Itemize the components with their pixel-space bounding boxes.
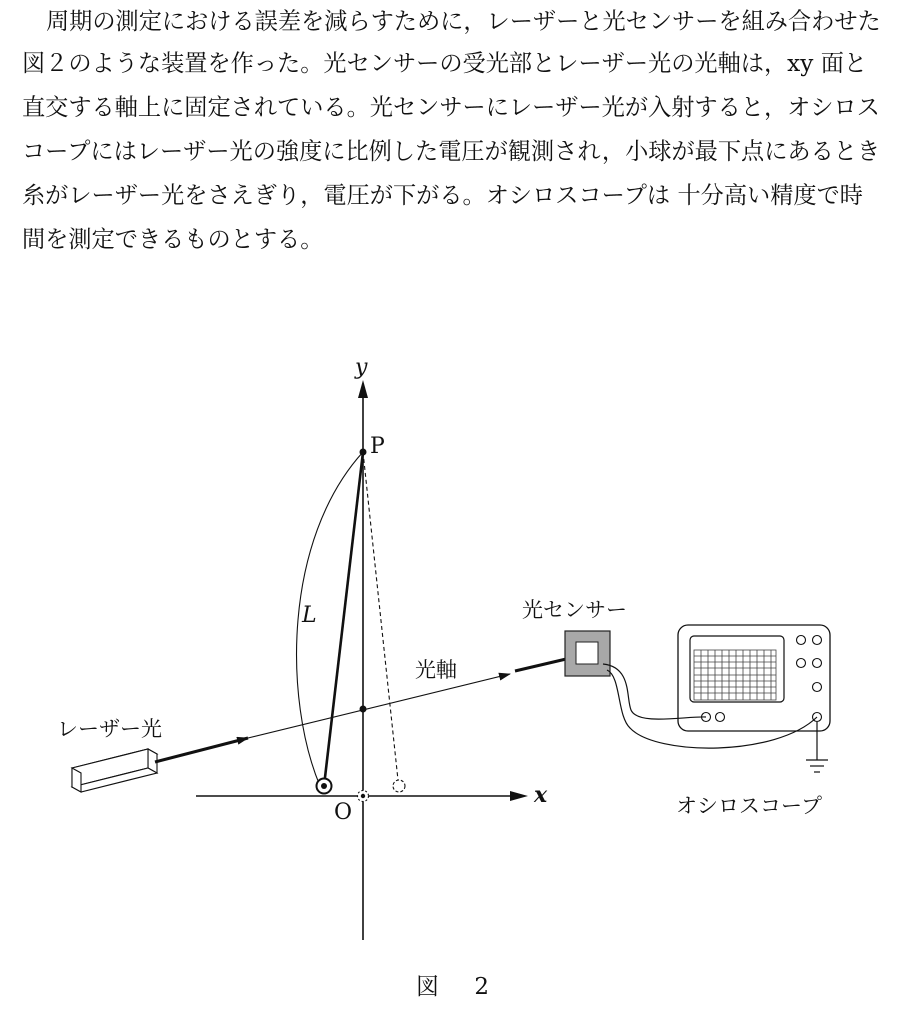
y-axis-label: y (355, 355, 368, 380)
length-label: L (302, 603, 317, 628)
point-P-label: P (370, 434, 385, 459)
origin-ball-center (361, 794, 365, 798)
pendulum-string (324, 452, 363, 786)
laser-label: レーザー光 (57, 717, 162, 741)
dashed-string-position (363, 452, 398, 780)
ground-symbol (806, 760, 828, 772)
oscilloscope-grid (694, 650, 776, 700)
text-line-6: 間を測定できるものとする。 (22, 226, 324, 253)
oscilloscope-label: オシロスコープ (676, 794, 822, 818)
light-sensor-window (576, 642, 598, 664)
laser-device (72, 749, 157, 792)
laser-beam-arrow-1 (155, 738, 248, 762)
text-line-5: 糸がレーザー光をさえぎり，電圧が下がる。オシロスコープは 十分高い精度で時 (22, 182, 863, 209)
pendulum-ball-center (321, 783, 327, 789)
optical-axis-label: 光軸 (415, 658, 457, 682)
origin-label: O (334, 800, 353, 825)
y-axis-arrowhead (358, 380, 368, 398)
text-line-1: 周期の測定における誤差を減らすために，レーザーと光センサーを組み合わせた (46, 8, 881, 35)
optical-axis-line (248, 674, 510, 738)
text-line-4: コープにはレーザー光の強度に比例した電圧が観測され，小球が最下点にあるとき (22, 138, 881, 165)
x-axis-arrowhead (510, 791, 528, 801)
axis-intersection-point (360, 706, 367, 713)
light-sensor-label: 光センサー (522, 598, 627, 622)
text-line-2: 図２のような装置を作った。光センサーの受光部とレーザー光の光軸は，xy 面と (22, 50, 868, 77)
figure-caption: 図 2 (416, 974, 503, 1000)
x-axis-label: x (534, 782, 548, 808)
text-line-3: 直交する軸上に固定されている。光センサーにレーザー光が入射すると，オシロス (22, 94, 880, 121)
dashed-ball-position (393, 780, 405, 792)
